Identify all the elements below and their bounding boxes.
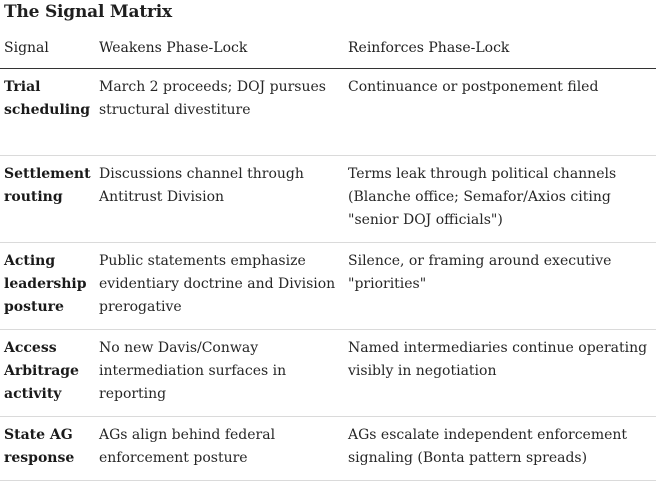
signal-cell: Settlement routing — [0, 156, 95, 243]
weakens-cell: No new Davis/Conway intermediation surfaces in reporting — [95, 330, 344, 417]
table-row — [0, 330, 656, 417]
table-row — [0, 417, 656, 481]
reinforces-cell: AGs escalate independent enforcement signaling (Bonta pattern spreads) — [344, 417, 656, 481]
table-row — [0, 69, 656, 156]
table-header-row — [0, 35, 656, 69]
signal-cell: State AG response — [0, 417, 95, 481]
page-title: The Signal Matrix — [4, 2, 172, 22]
weakens-cell: Public statements emphasize evidentiary doctrine and Division prerogative — [95, 243, 344, 330]
reinforces-cell: Continuance or postponement filed — [344, 69, 656, 156]
reinforces-cell: Terms leak through political channels (Blanche office; Semafor/Axios citing "senior DOJ officials") — [344, 156, 656, 243]
table-row — [0, 243, 656, 330]
signal-matrix-table — [0, 35, 656, 481]
signal-cell: Acting leadership posture — [0, 243, 95, 330]
weakens-cell: March 2 proceeds; DOJ pursues structural divestiture — [95, 69, 344, 156]
table-row — [0, 156, 656, 243]
signal-cell: Access Arbitrage activity — [0, 330, 95, 417]
signal-cell: Trial scheduling — [0, 69, 95, 156]
weakens-cell: Discussions channel through Antitrust Division — [95, 156, 344, 243]
reinforces-cell: Named intermediaries continue operating visibly in negotiation — [344, 330, 656, 417]
reinforces-cell: Silence, or framing around executive "priorities" — [344, 243, 656, 330]
column-header-weakens: Weakens Phase-Lock — [95, 35, 344, 69]
column-header-signal: Signal — [0, 35, 95, 69]
weakens-cell: AGs align behind federal enforcement posture — [95, 417, 344, 481]
column-header-reinforces: Reinforces Phase-Lock — [344, 35, 656, 69]
